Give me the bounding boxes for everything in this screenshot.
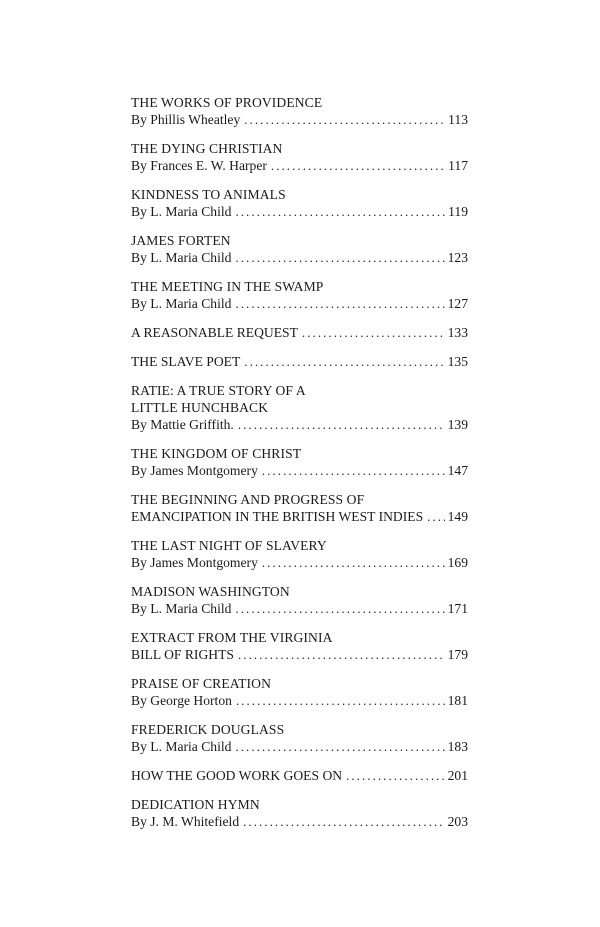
- entry-title: A REASONABLE REQUEST: [131, 325, 298, 340]
- entry-title-line: [131, 767, 468, 784]
- entry-author-line: [131, 249, 468, 266]
- entry-title-last-line: [131, 646, 468, 663]
- toc-entry: [131, 232, 468, 266]
- entry-author-line: [131, 813, 468, 830]
- entry-title: RATIE: A TRUE STORY OF A: [131, 383, 306, 398]
- dot-leader: [235, 600, 444, 617]
- entry-title-line: [131, 324, 468, 341]
- dot-leader: [243, 813, 444, 830]
- toc-entry: [131, 583, 468, 617]
- entry-author-line: [131, 295, 468, 312]
- page-number: 139: [447, 417, 468, 432]
- page-number: 113: [448, 112, 468, 127]
- dot-leader: [236, 692, 445, 709]
- entry-title: KINDNESS TO ANIMALS: [131, 187, 286, 202]
- entry-author-line: [131, 692, 468, 709]
- toc-entry: [131, 767, 468, 784]
- page-number: 201: [447, 768, 468, 783]
- dot-leader: [346, 767, 445, 784]
- dot-leader: [244, 353, 444, 370]
- dot-leader: [235, 203, 445, 220]
- table-of-contents: [131, 94, 468, 830]
- entry-title: THE MEETING IN THE SWAMP: [131, 279, 324, 294]
- toc-entry: [131, 140, 468, 174]
- entry-author-line: [131, 738, 468, 755]
- page-number: 133: [447, 325, 468, 340]
- dot-leader: [271, 157, 445, 174]
- toc-entry: [131, 445, 468, 479]
- entry-title-continued: LITTLE HUNCHBACK: [131, 400, 269, 415]
- dot-leader: [262, 462, 445, 479]
- entry-author-line: [131, 111, 468, 128]
- entry-author: By L. Maria Child: [131, 250, 232, 265]
- entry-author: By Phillis Wheatley: [131, 112, 241, 127]
- page-number: 127: [447, 296, 468, 311]
- page-number: 183: [447, 739, 468, 754]
- toc-entry: [131, 278, 468, 312]
- entry-title: THE KINGDOM OF CHRIST: [131, 446, 302, 461]
- page-number: 135: [447, 354, 468, 369]
- entry-author: By L. Maria Child: [131, 296, 232, 311]
- page-number: 169: [447, 555, 468, 570]
- toc-entry: [131, 324, 468, 341]
- entry-title-last-line: [131, 508, 468, 525]
- entry-title: DEDICATION HYMN: [131, 797, 260, 812]
- page-number: 181: [447, 693, 468, 708]
- dot-leader: [302, 324, 445, 341]
- entry-author: By L. Maria Child: [131, 739, 232, 754]
- entry-author: By L. Maria Child: [131, 204, 232, 219]
- toc-entry: [131, 94, 468, 128]
- toc-entry: [131, 382, 468, 433]
- entry-title: THE LAST NIGHT OF SLAVERY: [131, 538, 327, 553]
- entry-title-continued: BILL OF RIGHTS: [131, 647, 234, 662]
- entry-author: By George Horton: [131, 693, 232, 708]
- entry-title: FREDERICK DOUGLASS: [131, 722, 285, 737]
- entry-author-line: [131, 554, 468, 571]
- dot-leader: [235, 295, 444, 312]
- entry-title-line: [131, 353, 468, 370]
- page-number: 147: [447, 463, 468, 478]
- toc-entry: [131, 675, 468, 709]
- page-number: 123: [447, 250, 468, 265]
- entry-author: By L. Maria Child: [131, 601, 232, 616]
- toc-entry: [131, 491, 468, 525]
- entry-author: By J. M. Whitefield: [131, 814, 240, 829]
- page-number: 119: [448, 204, 468, 219]
- toc-entry: [131, 537, 468, 571]
- entry-title: THE DYING CHRISTIAN: [131, 141, 283, 156]
- entry-author: By Mattie Griffith.: [131, 417, 234, 432]
- entry-title: MADISON WASHINGTON: [131, 584, 290, 599]
- toc-entry: [131, 721, 468, 755]
- dot-leader: [235, 738, 444, 755]
- page-number: 203: [447, 814, 468, 829]
- entry-author-line: [131, 203, 468, 220]
- entry-title: THE BEGINNING AND PROGRESS OF: [131, 492, 365, 507]
- entry-title: THE WORKS OF PROVIDENCE: [131, 95, 323, 110]
- page-number: 149: [447, 509, 468, 524]
- dot-leader: [238, 646, 445, 663]
- entry-author: By James Montgomery: [131, 555, 258, 570]
- dot-leader: [244, 111, 445, 128]
- entry-author-line: [131, 462, 468, 479]
- entry-title: EXTRACT FROM THE VIRGINIA: [131, 630, 333, 645]
- entry-title: THE SLAVE POET: [131, 354, 241, 369]
- entry-author-line: [131, 157, 468, 174]
- entry-author: By Frances E. W. Harper: [131, 158, 267, 173]
- page-number: 117: [448, 158, 468, 173]
- page-number: 171: [447, 601, 468, 616]
- dot-leader: [235, 249, 444, 266]
- entry-title: HOW THE GOOD WORK GOES ON: [131, 768, 343, 783]
- dot-leader: [262, 554, 445, 571]
- page-number: 179: [447, 647, 468, 662]
- toc-entry: [131, 186, 468, 220]
- dot-leader: [238, 416, 445, 433]
- toc-entry: [131, 353, 468, 370]
- entry-title: JAMES FORTEN: [131, 233, 231, 248]
- dot-leader: [427, 508, 444, 525]
- entry-author-line: [131, 416, 468, 433]
- entry-title: PRAISE OF CREATION: [131, 676, 272, 691]
- toc-entry: [131, 629, 468, 663]
- entry-author-line: [131, 600, 468, 617]
- entry-title-continued: EMANCIPATION IN THE BRITISH WEST INDIES: [131, 509, 424, 524]
- toc-entry: [131, 796, 468, 830]
- entry-author: By James Montgomery: [131, 463, 258, 478]
